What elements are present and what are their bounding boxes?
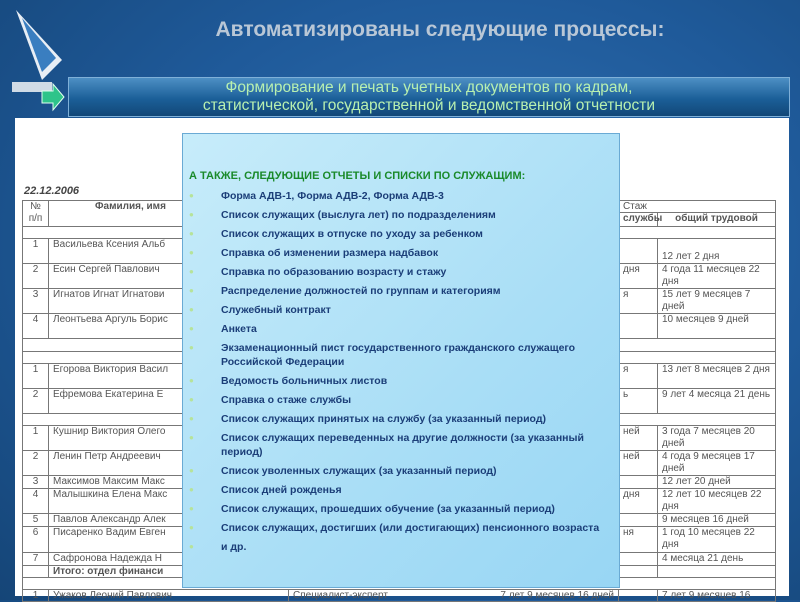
bullet-icon: ● xyxy=(189,504,194,513)
row-num xyxy=(23,566,49,578)
row-num: 3 xyxy=(23,476,49,489)
header-num: № п/п xyxy=(23,201,49,227)
row-name: Леонтьева Аргуль Борис xyxy=(49,314,289,339)
row-total: 12 лет 20 дней xyxy=(658,476,776,489)
row-num: 5 xyxy=(23,514,49,527)
header-total: общий трудовой xyxy=(658,213,776,227)
row-num: 1 xyxy=(23,364,49,389)
row-position-cell xyxy=(289,590,619,602)
bullet-icon: ● xyxy=(189,248,194,257)
bullet-icon: ● xyxy=(189,210,194,219)
row-num: 2 xyxy=(23,389,49,414)
row-name: Ленин Петр Андреевич xyxy=(49,451,289,476)
bullet-icon: ● xyxy=(189,267,194,276)
report-item: ● Справка об изменении размера надбавок xyxy=(189,247,439,259)
row-total: 7 лет 9 месяцев 16 xyxy=(658,590,776,602)
row-num: 6 xyxy=(23,527,49,553)
row-num: 1 xyxy=(23,590,49,602)
row-total: 1 год 10 месяцев 22 дня xyxy=(658,527,776,553)
row-service: я xyxy=(619,289,658,314)
row-num: 2 xyxy=(23,451,49,476)
row-num: 4 xyxy=(23,314,49,339)
page-title: Автоматизированы следующие процессы: xyxy=(215,18,665,41)
row-name: Егорова Виктория Васил xyxy=(49,364,289,389)
row-name: Васильева Ксения Альб xyxy=(49,239,289,264)
banner xyxy=(68,77,790,117)
report-date: 22.12.2006 xyxy=(24,185,80,197)
row-position: Специалист-эксперт xyxy=(293,590,388,601)
row-total: 3 года 7 месяцев 20 дней xyxy=(658,426,776,451)
row-name: Ужаков Леоний Павлович xyxy=(49,590,289,602)
row-name: Малышкина Елена Макс xyxy=(49,489,289,514)
row-service xyxy=(619,514,658,527)
row-total: 4 года 9 месяцев 17 дней xyxy=(658,451,776,476)
row-num: 1 xyxy=(23,426,49,451)
bullet-icon: ● xyxy=(189,191,194,200)
banner-line-2: статистической, государственной и ведомственной отчетности xyxy=(202,97,656,114)
bullet-icon: ● xyxy=(189,395,194,404)
row-service: ней xyxy=(619,426,658,451)
row-total: 10 месяцев 9 дней xyxy=(658,314,776,339)
report-item: ● Распределение должностей по группам и категориям xyxy=(189,285,501,297)
table-row xyxy=(23,590,776,602)
report-item: ● Список служащих в отпуске по уходу за ребенком xyxy=(189,228,483,240)
reports-panel xyxy=(182,133,620,588)
row-name: Павлов Александр Алек xyxy=(49,514,289,527)
report-item: ● Список дней рожденья xyxy=(189,484,342,496)
header-name: Фамилия, имя xyxy=(49,201,289,227)
row-name: Игнатов Игнат Игнатови xyxy=(49,289,289,314)
row-total: 12 лет 10 месяцев 22 дня xyxy=(658,489,776,514)
row-service: ь xyxy=(619,389,658,414)
row-name: Итого: отдел финанси xyxy=(49,566,289,578)
report-item: ● Форма АДВ-1, Форма АДВ-2, Форма АДВ-3 xyxy=(189,190,444,202)
report-item: ● Служебный контракт xyxy=(189,304,331,316)
bullet-icon: ● xyxy=(189,305,194,314)
report-item: ● Список служащих, прошедших обучение (за указанный период) xyxy=(189,503,555,515)
header-stazh: Стаж xyxy=(619,201,776,213)
report-item: ● Справка о стаже службы xyxy=(189,394,352,406)
row-total: 4 года 11 месяцев 22 дня xyxy=(658,264,776,289)
header-service: службы xyxy=(619,213,658,227)
row-num: 4 xyxy=(23,489,49,514)
row-service: дня xyxy=(619,264,658,289)
arrow-right-icon xyxy=(42,82,64,112)
bullet-icon: ● xyxy=(189,286,194,295)
row-name: Есин Сергей Павлович xyxy=(49,264,289,289)
row-service xyxy=(619,314,658,339)
row-total: 4 месяца 21 день xyxy=(658,553,776,566)
row-total: 12 лет 2 дня xyxy=(658,239,776,264)
bullet-icon: ● xyxy=(189,229,194,238)
report-item: ● Экзаменационный пист государственного гражданского служащего Российской Федерации xyxy=(189,342,576,368)
report-item: ● Список уволенных служащих (за указанный период) xyxy=(189,465,497,477)
bullet-icon: ● xyxy=(189,324,194,333)
report-item: ● Анкета xyxy=(189,323,257,335)
row-service: дня xyxy=(619,489,658,514)
report-item: ● Ведомость больничных листов xyxy=(189,375,388,387)
banner-line-1: Формирование и печать учетных документов по кадрам, xyxy=(225,79,633,96)
row-num: 7 xyxy=(23,553,49,566)
row-total xyxy=(658,566,776,578)
row-service xyxy=(619,476,658,489)
row-name: Максимов Максим Макс xyxy=(49,476,289,489)
report-item: ● Справка по образованию возрасту и стажу xyxy=(189,266,447,278)
report-item: ● Список служащих принятых на службу (за указанный период) xyxy=(189,413,546,425)
row-service: ня xyxy=(619,527,658,553)
row-service: 7 лет 9 месяцев 16 дней xyxy=(500,590,614,601)
bullet-icon: ● xyxy=(189,542,194,551)
row-num: 2 xyxy=(23,264,49,289)
row-total: 9 месяцев 16 дней xyxy=(658,514,776,527)
bullet-icon: ● xyxy=(189,343,194,352)
row-num: 1 xyxy=(23,239,49,264)
row-name: Сафронова Надежда Н xyxy=(49,553,289,566)
row-service xyxy=(619,566,658,578)
row-service: ней xyxy=(619,451,658,476)
row-name: Писаренко Вадим Евген xyxy=(49,527,289,553)
report-item: ● и др. xyxy=(189,541,247,553)
row-service: я xyxy=(619,364,658,389)
bullet-icon: ● xyxy=(189,433,194,442)
row-name: Кушнир Виктория Олего xyxy=(49,426,289,451)
row-total: 15 лет 9 месяцев 7 дней xyxy=(658,289,776,314)
row-service xyxy=(619,553,658,566)
bullet-icon: ● xyxy=(189,376,194,385)
row-num: 3 xyxy=(23,289,49,314)
panel-heading: А ТАКЖЕ, СЛЕДУЮЩИЕ ОТЧЕТЫ И СПИСКИ ПО СЛУЖАЩИМ: xyxy=(189,170,526,182)
row-name: Ефремова Екатерина Е xyxy=(49,389,289,414)
row-total: 13 лет 8 месяцев 2 дня xyxy=(658,364,776,389)
row-total: 9 лет 4 месяца 21 день xyxy=(658,389,776,414)
bullet-icon: ● xyxy=(189,485,194,494)
report-item: ● Список служащих, достигших (или достигающих) пенсионного возраста xyxy=(189,522,600,534)
row-service xyxy=(619,239,658,264)
bullet-icon: ● xyxy=(189,414,194,423)
report-item: ● Список служащих переведенных на другие должности (за указанный период) xyxy=(189,432,584,458)
report-item: ● Список служащих (выслуга лет) по подразделениям xyxy=(189,209,496,221)
bullet-icon: ● xyxy=(189,523,194,532)
bullet-icon: ● xyxy=(189,466,194,475)
